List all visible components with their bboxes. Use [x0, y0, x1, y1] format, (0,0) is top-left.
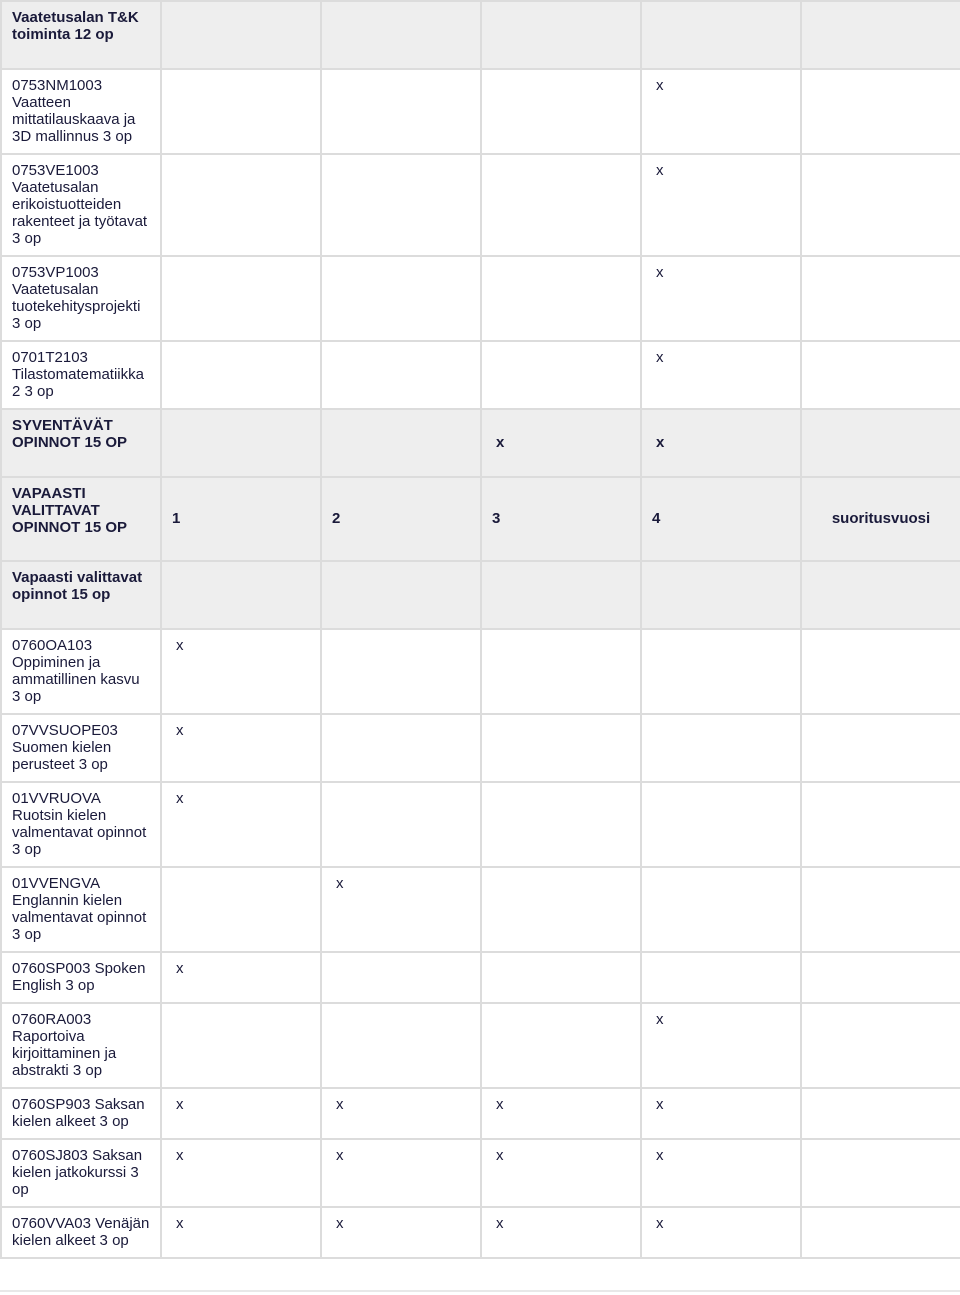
year-mark-cell: [161, 1, 321, 69]
year-mark-cell: [801, 256, 960, 341]
year-mark-cell: [801, 1003, 960, 1088]
year-mark-cell: x: [481, 1088, 641, 1139]
course-row: [1, 629, 960, 714]
year-mark-cell: [161, 341, 321, 409]
year-mark-cell: x: [481, 1207, 641, 1258]
year-mark-cell: [161, 69, 321, 154]
year-mark-cell: [801, 409, 960, 477]
year-mark-cell: x: [641, 1088, 801, 1139]
course-row: [1, 782, 960, 867]
year-mark-cell: x: [641, 341, 801, 409]
course-name: 01VVENGVA Englannin kielen valmentavat opinnot 3 op: [1, 867, 161, 952]
year-mark-cell: x: [161, 1207, 321, 1258]
year-mark-cell: x: [641, 154, 801, 256]
course-row: [1, 69, 960, 154]
course-name: 0760SJ803 Saksan kielen jatkokurssi 3 op: [1, 1139, 161, 1207]
year-mark-cell: [481, 341, 641, 409]
year-mark-cell: x: [161, 952, 321, 1003]
course-name: 0753VP1003 Vaatetusalan tuotekehitysprojekti 3 op: [1, 256, 161, 341]
year-mark-cell: [321, 1, 481, 69]
year-mark-cell: [801, 341, 960, 409]
year-mark-cell: x: [641, 256, 801, 341]
section-title: SYVENTÄVÄT OPINNOT 15 OP: [1, 409, 161, 477]
course-row: [1, 952, 960, 1003]
year-mark-cell: [321, 409, 481, 477]
course-row: [1, 256, 960, 341]
year-mark-cell: [161, 867, 321, 952]
year-mark-cell: [481, 952, 641, 1003]
year-mark-cell: [481, 629, 641, 714]
year-mark-cell: [801, 154, 960, 256]
year-mark-cell: [641, 629, 801, 714]
course-name: 0753VE1003 Vaatetusalan erikoistuotteiden rakenteet ja työtavat 3 op: [1, 154, 161, 256]
year-mark-cell: x: [161, 1139, 321, 1207]
year-mark-cell: [321, 714, 481, 782]
year-mark-cell: x: [161, 1088, 321, 1139]
year-mark-cell: [161, 561, 321, 629]
year-mark-cell: [801, 629, 960, 714]
year-mark-cell: x: [641, 1207, 801, 1258]
year-mark-cell: [161, 256, 321, 341]
year-mark-cell: [641, 782, 801, 867]
section-title: Vapaasti valittavat opinnot 15 op: [1, 561, 161, 629]
year-mark-cell: [801, 1, 960, 69]
course-row: [1, 1207, 960, 1258]
year-mark-cell: x: [161, 782, 321, 867]
year-mark-cell: [481, 1, 641, 69]
year-mark-cell: [321, 256, 481, 341]
year-header-cell: suoritusvuosi: [801, 477, 960, 561]
course-row: [1, 1088, 960, 1139]
year-mark-cell: x: [321, 1139, 481, 1207]
course-name: 0760VVA03 Venäjän kielen alkeet 3 op: [1, 1207, 161, 1258]
year-mark-cell: x: [321, 1088, 481, 1139]
year-header-cell: 3: [481, 477, 641, 561]
year-mark-cell: [481, 154, 641, 256]
year-mark-cell: x: [321, 867, 481, 952]
year-mark-cell: [801, 867, 960, 952]
course-row: [1, 1003, 960, 1088]
year-mark-cell: [321, 561, 481, 629]
course-name: 07VVSUOPE03 Suomen kielen perusteet 3 op: [1, 714, 161, 782]
year-mark-cell: x: [161, 714, 321, 782]
year-mark-cell: [321, 629, 481, 714]
course-name: 0760OA103 Oppiminen ja ammatillinen kasvu 3 op: [1, 629, 161, 714]
year-mark-cell: [481, 561, 641, 629]
year-mark-cell: [321, 341, 481, 409]
course-row: [1, 341, 960, 409]
year-mark-cell: [801, 714, 960, 782]
course-row: [1, 154, 960, 256]
year-mark-cell: [641, 952, 801, 1003]
year-mark-cell: x: [161, 629, 321, 714]
year-mark-cell: [321, 1003, 481, 1088]
year-mark-cell: [641, 867, 801, 952]
year-mark-cell: x: [641, 1003, 801, 1088]
course-row: [1, 714, 960, 782]
year-mark-cell: [801, 1088, 960, 1139]
year-mark-cell: [481, 782, 641, 867]
year-mark-cell: x: [641, 69, 801, 154]
bottom-divider: [0, 1290, 960, 1292]
year-mark-cell: [321, 952, 481, 1003]
year-mark-cell: [801, 561, 960, 629]
course-row: [1, 1139, 960, 1207]
year-header-cell: 4: [641, 477, 801, 561]
year-mark-cell: x: [321, 1207, 481, 1258]
year-mark-cell: [481, 69, 641, 154]
year-header-cell: 1: [161, 477, 321, 561]
course-name: 0760SP003 Spoken English 3 op: [1, 952, 161, 1003]
year-mark-cell: [321, 782, 481, 867]
year-mark-cell: x: [481, 409, 641, 477]
section-header-row: [1, 1, 960, 69]
course-name: 0701T2103 Tilastomatematiikka 2 3 op: [1, 341, 161, 409]
year-mark-cell: [641, 561, 801, 629]
year-mark-cell: [801, 1139, 960, 1207]
year-mark-cell: [801, 782, 960, 867]
year-mark-cell: [321, 154, 481, 256]
year-mark-cell: [321, 69, 481, 154]
course-name: 01VVRUOVA Ruotsin kielen valmentavat opinnot 3 op: [1, 782, 161, 867]
year-mark-cell: [481, 256, 641, 341]
section-header-row: [1, 561, 960, 629]
year-header-cell: 2: [321, 477, 481, 561]
section-title: Vaatetusalan T&K toiminta 12 op: [1, 1, 161, 69]
section-title: VAPAASTI VALITTAVAT OPINNOT 15 OP: [1, 477, 161, 561]
course-name: 0753NM1003 Vaatteen mittatilauskaava ja 3D mallinnus 3 op: [1, 69, 161, 154]
year-mark-cell: [481, 867, 641, 952]
year-mark-cell: [641, 714, 801, 782]
course-row: [1, 867, 960, 952]
year-mark-cell: [161, 1003, 321, 1088]
course-name: 0760RA003 Raportoiva kirjoittaminen ja abstrakti 3 op: [1, 1003, 161, 1088]
year-mark-cell: [641, 1, 801, 69]
course-name: 0760SP903 Saksan kielen alkeet 3 op: [1, 1088, 161, 1139]
section-header-row: [1, 409, 960, 477]
year-mark-cell: x: [641, 409, 801, 477]
year-mark-cell: [161, 409, 321, 477]
year-mark-cell: [481, 714, 641, 782]
year-mark-cell: [161, 154, 321, 256]
year-mark-cell: [801, 69, 960, 154]
section-header-row: [1, 477, 960, 561]
year-mark-cell: [801, 952, 960, 1003]
year-mark-cell: [481, 1003, 641, 1088]
year-mark-cell: x: [641, 1139, 801, 1207]
year-mark-cell: x: [481, 1139, 641, 1207]
year-mark-cell: [801, 1207, 960, 1258]
